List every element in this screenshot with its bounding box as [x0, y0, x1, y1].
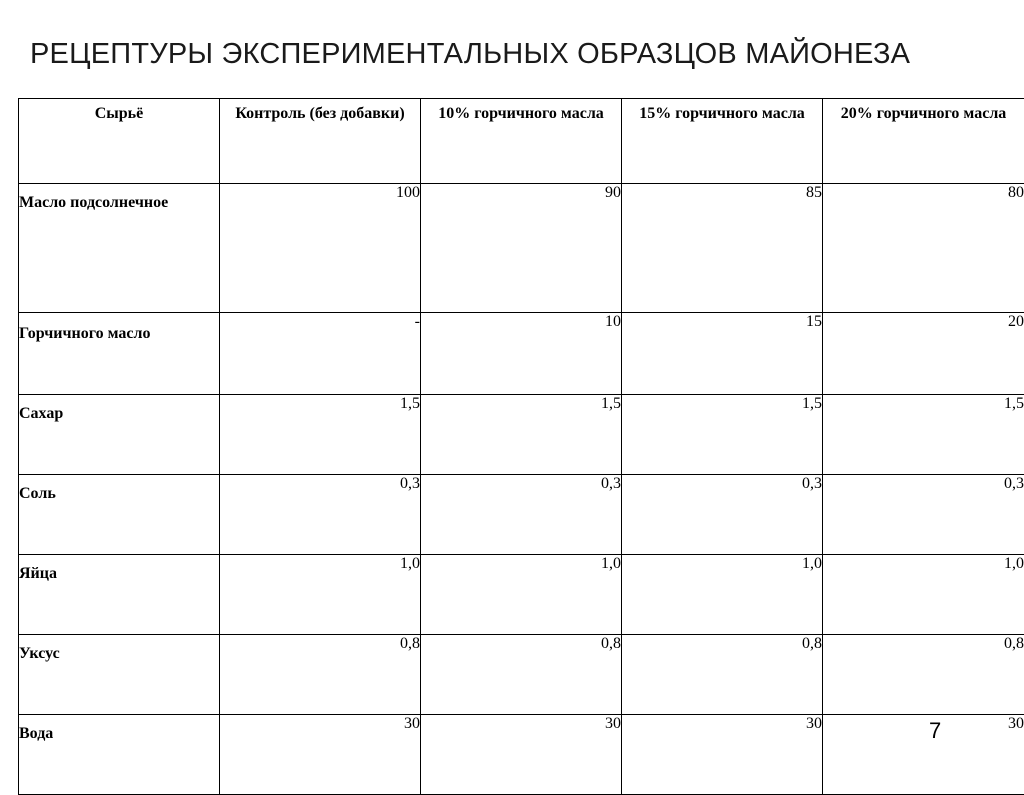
cell-value: 90 — [421, 184, 622, 313]
row-label: Уксус — [19, 635, 220, 715]
cell-value: 30 — [622, 715, 823, 795]
row-label: Сахар — [19, 395, 220, 475]
slide-title: РЕЦЕПТУРЫ ЭКСПЕРИМЕНТАЛЬНЫХ ОБРАЗЦОВ МАЙОНЕЗА — [30, 38, 910, 71]
cell-value: 0,3 — [622, 475, 823, 555]
header-20-percent: 20% горчичного масла — [823, 99, 1024, 184]
cell-value: 1,5 — [421, 395, 622, 475]
cell-value: 1,5 — [823, 395, 1024, 475]
row-label: Вода — [19, 715, 220, 795]
row-label: Яйца — [19, 555, 220, 635]
cell-value: 1,0 — [421, 555, 622, 635]
cell-value: 0,3 — [220, 475, 421, 555]
table-row — [19, 395, 1024, 475]
table-row — [19, 475, 1024, 555]
cell-value: 20 — [823, 313, 1024, 395]
header-10-percent: 10% горчичного масла — [421, 99, 622, 184]
table-row — [19, 184, 1024, 313]
cell-value: 30 — [421, 715, 622, 795]
row-label: Горчичного масло — [19, 313, 220, 395]
cell-value: - — [220, 313, 421, 395]
cell-value: 30 — [220, 715, 421, 795]
table-row — [19, 313, 1024, 395]
row-label: Масло подсолнечное — [19, 184, 220, 313]
cell-value: 0,3 — [421, 475, 622, 555]
cell-value: 0,8 — [823, 635, 1024, 715]
cell-value: 1,0 — [622, 555, 823, 635]
table-header-row — [19, 99, 1024, 184]
header-raw-material: Сырьё — [19, 99, 220, 184]
table-row — [19, 715, 1024, 795]
table-row — [19, 555, 1024, 635]
recipe-table — [18, 98, 1024, 795]
cell-value: 0,8 — [421, 635, 622, 715]
cell-value: 1,0 — [823, 555, 1024, 635]
cell-value: 1,5 — [622, 395, 823, 475]
cell-value: 0,8 — [220, 635, 421, 715]
cell-value: 80 — [823, 184, 1024, 313]
table-row — [19, 635, 1024, 715]
cell-value: 10 — [421, 313, 622, 395]
header-control: Контроль (без добавки) — [220, 99, 421, 184]
cell-value: 15 — [622, 313, 823, 395]
page-number: 7 — [929, 718, 941, 744]
cell-value: 0,3 — [823, 475, 1024, 555]
cell-value: 85 — [622, 184, 823, 313]
header-15-percent: 15% горчичного масла — [622, 99, 823, 184]
cell-value: 100 — [220, 184, 421, 313]
row-label: Соль — [19, 475, 220, 555]
cell-value: 0,8 — [622, 635, 823, 715]
cell-value: 1,5 — [220, 395, 421, 475]
cell-value: 1,0 — [220, 555, 421, 635]
cell-value: 30 — [823, 715, 1024, 795]
